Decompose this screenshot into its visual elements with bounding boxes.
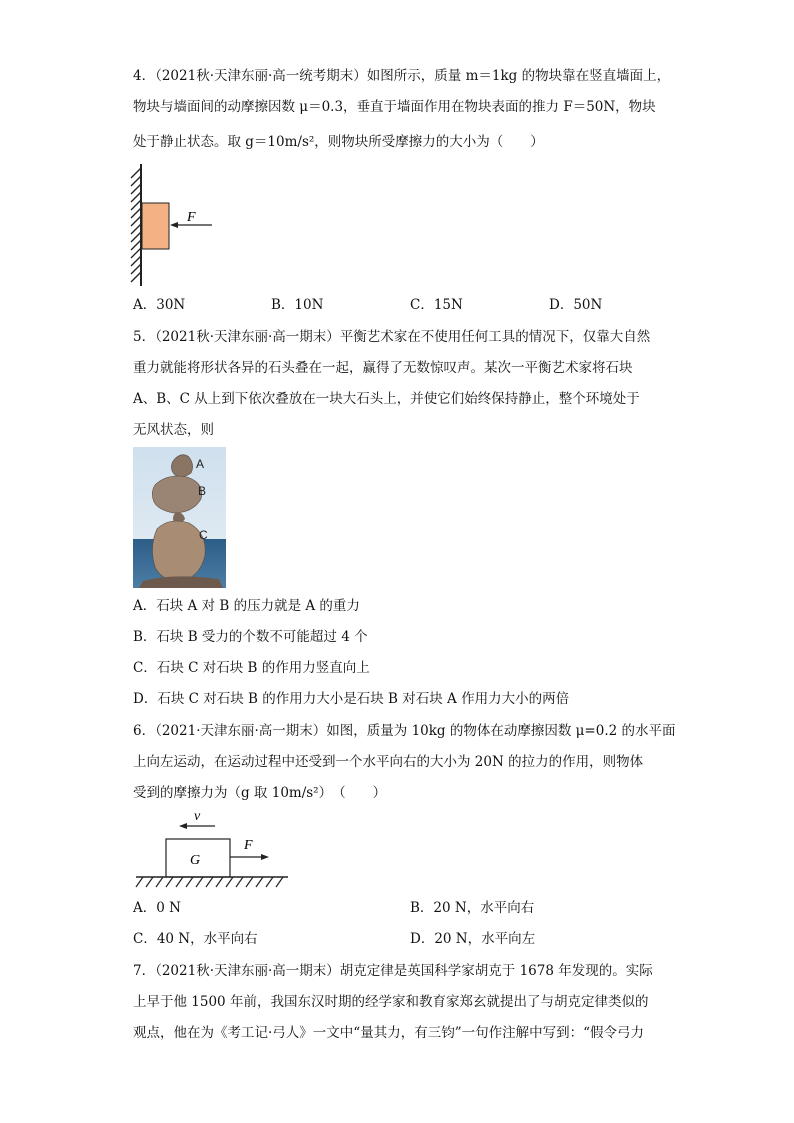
q7-line-3: 观点，他在为《考工记·弓人》一文中“量其力，有三钧”一句作注解中写到：“假令弓力 bbox=[133, 1025, 644, 1041]
q5-line-4: 无风状态，则 bbox=[133, 422, 214, 438]
q4-option-a[interactable]: A．30N bbox=[133, 297, 186, 313]
q4-line-2: 物块与墙面间的动摩擦因数 μ＝0.3，垂直于墙面作用在物块表面的推力 F＝50N，物块 bbox=[133, 99, 656, 115]
q6-force-label: F bbox=[244, 838, 253, 853]
q4-force-label: F bbox=[187, 210, 196, 225]
q6-option-a[interactable]: A．0 N bbox=[133, 900, 181, 916]
q6-option-c[interactable]: C．40 N，水平向右 bbox=[133, 931, 258, 947]
q6-line-3: 受到的摩擦力为（g 取 10m/s²） （ ） bbox=[133, 785, 387, 801]
stone-label-a: A bbox=[196, 457, 205, 471]
q4-wall-hatching bbox=[131, 168, 141, 282]
q6-option-b[interactable]: B．20 N，水平向右 bbox=[410, 900, 535, 916]
q6-line-1: 6．（2021·天津东丽·高一期末）如图，质量为 10kg 的物体在动摩擦因数 μ=0.2 的水平面 bbox=[133, 723, 676, 739]
q6-block-on-floor-figure bbox=[133, 805, 293, 891]
q5-line-2: 重力就能将形状各异的石头叠在一起，赢得了无数惊叹声。某次一平衡艺术家将石块 bbox=[133, 360, 633, 376]
q5-option-a[interactable]: A．石块 A 对 B 的压力就是 A 的重力 bbox=[133, 598, 360, 614]
q4-option-c[interactable]: C．15N bbox=[410, 297, 463, 313]
q5-option-b[interactable]: B．石块 B 受力的个数不可能超过 4 个 bbox=[133, 629, 368, 645]
q6-velocity-arrow bbox=[179, 823, 187, 829]
q6-velocity-label: v bbox=[194, 809, 201, 824]
stone-label-c: C bbox=[199, 528, 208, 542]
q6-line-2: 上向左运动，在运动过程中还受到一个水平向右的大小为 20N 的拉力的作用，则物体 bbox=[133, 754, 644, 770]
q5-option-c[interactable]: C．石块 C 对石块 B 的作用力竖直向上 bbox=[133, 660, 370, 676]
q7-line-1: 7．（2021秋·天津东丽·高一期末）胡克定律是英国科学家胡克于 1678 年发现的。实际 bbox=[133, 963, 653, 979]
q6-option-d[interactable]: D．20 N，水平向左 bbox=[410, 931, 536, 947]
q4-force-arrow bbox=[170, 222, 178, 228]
stone-c bbox=[152, 521, 205, 581]
q6-floor-hatching bbox=[136, 877, 283, 887]
q4-line-1: 4．（2021秋·天津东丽·高一统考期末）如图所示，质量 m＝1kg 的物块靠在竖直墙面上， bbox=[133, 68, 671, 84]
q4-option-b[interactable]: B．10N bbox=[271, 297, 324, 313]
q4-block bbox=[142, 203, 169, 249]
q5-line-3: A、B、C 从上到下依次叠放在一块大石头上，并使它们始终保持静止，整个环境处于 bbox=[133, 391, 640, 407]
q6-force-arrow bbox=[261, 854, 269, 860]
q7-line-2: 上早于他 1500 年前，我国东汉时期的经学家和教育家郑玄就提出了与胡克定律类似的 bbox=[133, 994, 649, 1010]
q6-block-label: G bbox=[190, 853, 201, 868]
q5-option-d[interactable]: D．石块 C 对石块 B 的作用力大小是石块 B 对石块 A 作用力大小的两倍 bbox=[133, 691, 570, 707]
q4-line-3: 处于静止状态。取 g＝10m/s²，则物块所受摩擦力的大小为（ ） bbox=[133, 134, 544, 150]
q4-option-d[interactable]: D．50N bbox=[549, 297, 603, 313]
q5-stone-stack-photo bbox=[133, 447, 226, 588]
q5-line-1: 5．（2021秋·天津东丽·高一期末）平衡艺术家在不使用任何工具的情况下，仅靠大自然 bbox=[133, 329, 651, 345]
q4-wall-block-figure bbox=[124, 164, 224, 286]
stone-label-b: B bbox=[198, 484, 207, 498]
